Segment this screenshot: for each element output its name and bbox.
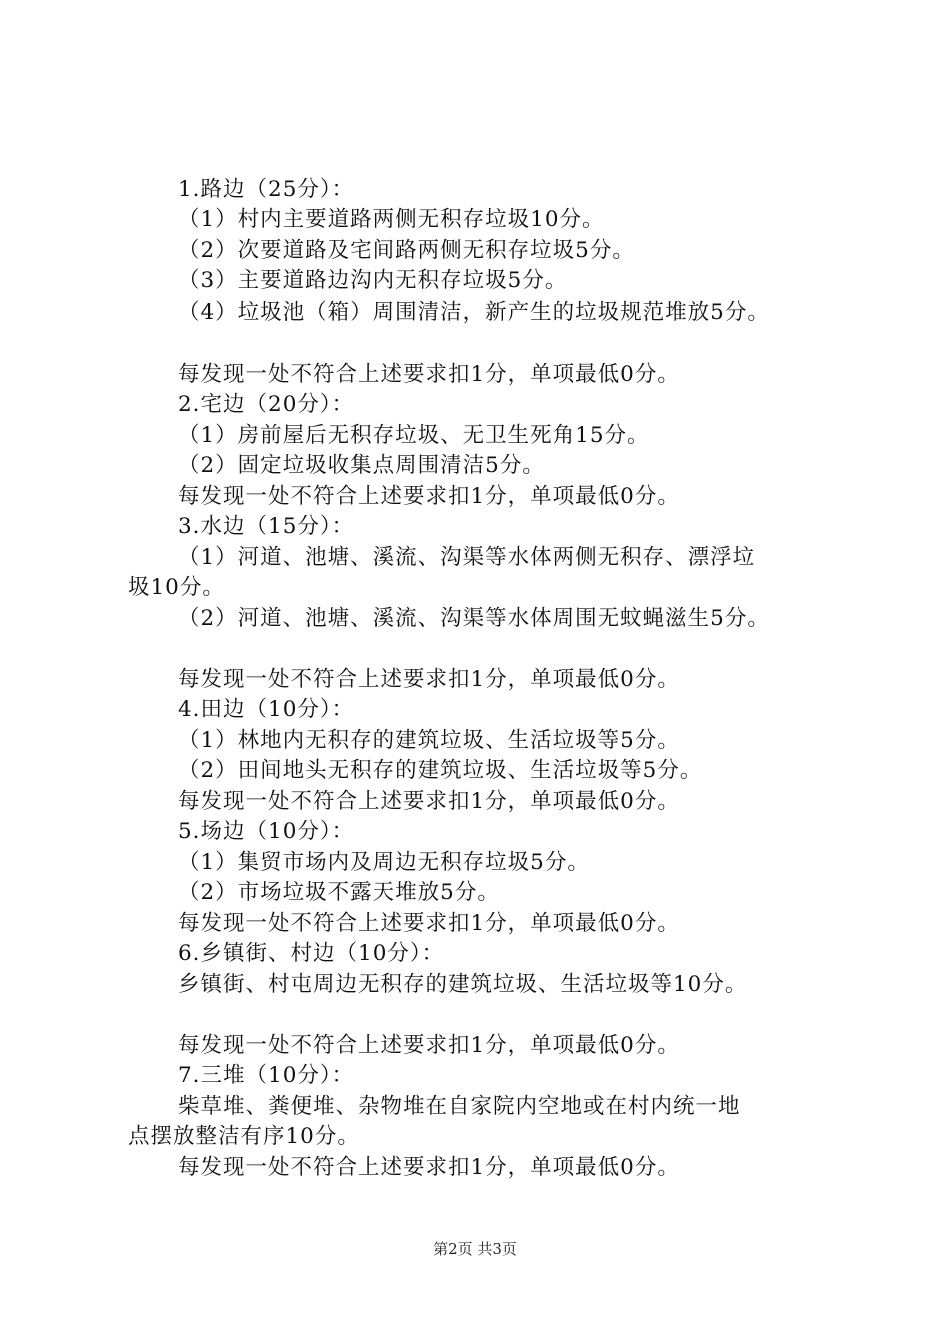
text-line: 柴草堆、粪便堆、杂物堆在自家院内空地或在村内统一地: [178, 1094, 741, 1119]
text-line: 每发现一处不符合上述要求扣1分，单项最低0分。: [178, 484, 680, 509]
section-heading-waterside: 3.水边（15分）：: [178, 514, 355, 539]
text-line: （3）主要道路边沟内无积存垃圾5分。: [178, 268, 568, 293]
text-line: （1）村内主要道路两侧无积存垃圾10分。: [178, 207, 605, 232]
text-line: 每发现一处不符合上述要求扣1分，单项最低0分。: [178, 1033, 680, 1058]
text-line: 每发现一处不符合上述要求扣1分，单项最低0分。: [178, 362, 680, 387]
section-heading-marketside: 5.场边（10分）：: [178, 819, 355, 844]
section-heading-fieldside: 4.田边（10分）：: [178, 697, 355, 722]
section-heading-roadside: 1.路边（25分）：: [178, 177, 355, 202]
page-footer: 第2页 共3页: [433, 1240, 517, 1258]
section-heading-three-piles: 7.三堆（10分）：: [178, 1063, 355, 1088]
section-heading-house: 2.宅边（20分）：: [178, 392, 355, 417]
text-line: （1）河道、池塘、溪流、沟渠等水体两侧无积存、漂浮垃: [178, 545, 756, 570]
text-line: 点摆放整洁有序10分。: [128, 1124, 360, 1149]
text-line: （2）市场垃圾不露天堆放5分。: [178, 880, 500, 905]
text-line: （2）河道、池塘、溪流、沟渠等水体周围无蚊蝇滋生5分。: [178, 606, 770, 631]
text-line: （1）集贸市场内及周边无积存垃圾5分。: [178, 850, 590, 875]
text-line: 每发现一处不符合上述要求扣1分，单项最低0分。: [178, 789, 680, 814]
section-heading-townside: 6.乡镇街、村边（10分）：: [178, 941, 445, 966]
text-line: 每发现一处不符合上述要求扣1分，单项最低0分。: [178, 1155, 680, 1180]
text-line: （2）固定垃圾收集点周围清洁5分。: [178, 453, 545, 478]
text-line: （1）林地内无积存的建筑垃圾、生活垃圾等5分。: [178, 728, 680, 753]
text-line: 每发现一处不符合上述要求扣1分，单项最低0分。: [178, 667, 680, 692]
text-line: 乡镇街、村屯周边无积存的建筑垃圾、生活垃圾等10分。: [178, 972, 748, 997]
text-line: （2）次要道路及宅间路两侧无积存垃圾5分。: [178, 238, 635, 263]
text-line: 圾10分。: [128, 575, 225, 600]
text-line: （1）房前屋后无积存垃圾、无卫生死角15分。: [178, 423, 650, 448]
text-line: （2）田间地头无积存的建筑垃圾、生活垃圾等5分。: [178, 758, 703, 783]
text-line: 每发现一处不符合上述要求扣1分，单项最低0分。: [178, 911, 680, 936]
text-line: （4）垃圾池（箱）周围清洁，新产生的垃圾规范堆放5分。: [178, 300, 770, 325]
